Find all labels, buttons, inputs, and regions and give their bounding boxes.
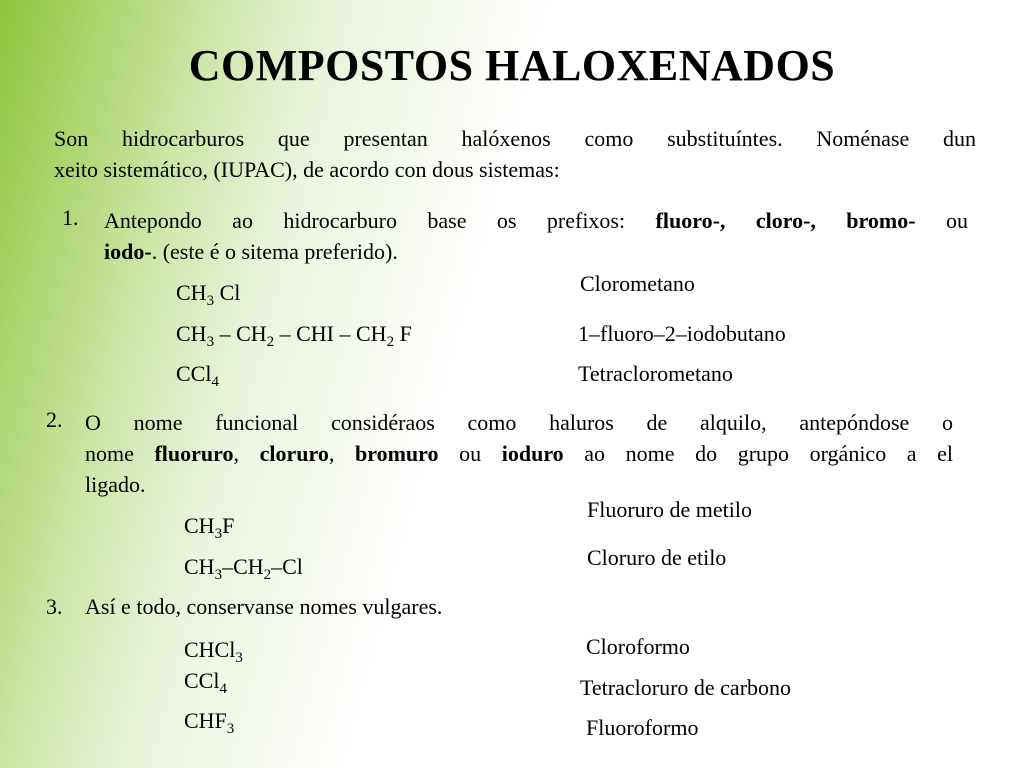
intro-line-1: Son hidrocarburos que presentan halóxenos como substituíntes. Noménase dun xyxy=(54,126,976,151)
formula-ccl4-b: CCl$_4$ xyxy=(184,668,227,697)
item-2-line-1: O nome funcional considéraos como haluros de alquilo, antepóndose o xyxy=(85,410,953,435)
formula-ccl4-a: CCl$_4$ xyxy=(176,361,219,390)
item-2-line-3: ligado. xyxy=(85,472,146,497)
name-tetracloruro-de-carbono: Tetracloruro de carbono xyxy=(580,675,792,700)
item-1-number: 1. xyxy=(62,205,79,230)
item-3-text: Así e todo, conservanse nomes vulgares. xyxy=(85,594,443,619)
item-2-number: 2. xyxy=(46,407,63,432)
formula-ch3ch2cl: $CH_3-CH_2-Cl$ xyxy=(184,554,303,583)
formula-ch3cl: $CH_3$ Cl xyxy=(176,280,241,309)
formula-fluoroiodobutano: $CH_3 - CH_2$ – CHI – $CH_2$ F xyxy=(176,321,412,350)
item-2-line-2: nome fluoruro, cloruro, bromuro ou ioduro ao nome do grupo orgánico a el xyxy=(85,441,954,466)
item-3-number: 3. xyxy=(46,594,63,619)
item-1-line-2: iodo-. (este é o sitema preferido). xyxy=(104,239,398,264)
name-fluoruro-de-metilo: Fluoruro de metilo xyxy=(587,497,752,522)
prefix-list: fluoro-, cloro-, bromo- xyxy=(655,208,916,233)
item-1-line-1: Antepondo ao hidrocarburo base os prefixos: fluoro-, cloro-, bromo- ou xyxy=(104,208,968,233)
page-title: COMPOSTOS HALOXENADOS xyxy=(188,41,836,90)
name-fluoroformo: Fluoroformo xyxy=(586,715,699,740)
intro-line-2: xeito sistemático, (IUPAC), de acordo con dous sistemas: xyxy=(54,157,560,182)
item-1-text xyxy=(104,205,968,267)
formula-chf3: $CHF_3$ xyxy=(184,708,235,737)
name-fluoroiodobutano: 1–fluoro–2–iodobutano xyxy=(578,321,786,346)
formula-ch3f: $CH_3F$ xyxy=(184,513,235,542)
name-clorometano: Clorometano xyxy=(580,271,695,296)
prefix-iodo: iodo- xyxy=(104,239,152,264)
formula-chcl3: CHCl$_3$ xyxy=(184,637,243,666)
name-cloruro-de-etilo: Cloruro de etilo xyxy=(587,545,727,570)
name-tetraclorometano: Tetraclorometano xyxy=(578,361,733,386)
item-2-text xyxy=(85,407,953,500)
name-cloroformo: Cloroformo xyxy=(586,634,690,659)
intro-paragraph xyxy=(54,123,976,185)
